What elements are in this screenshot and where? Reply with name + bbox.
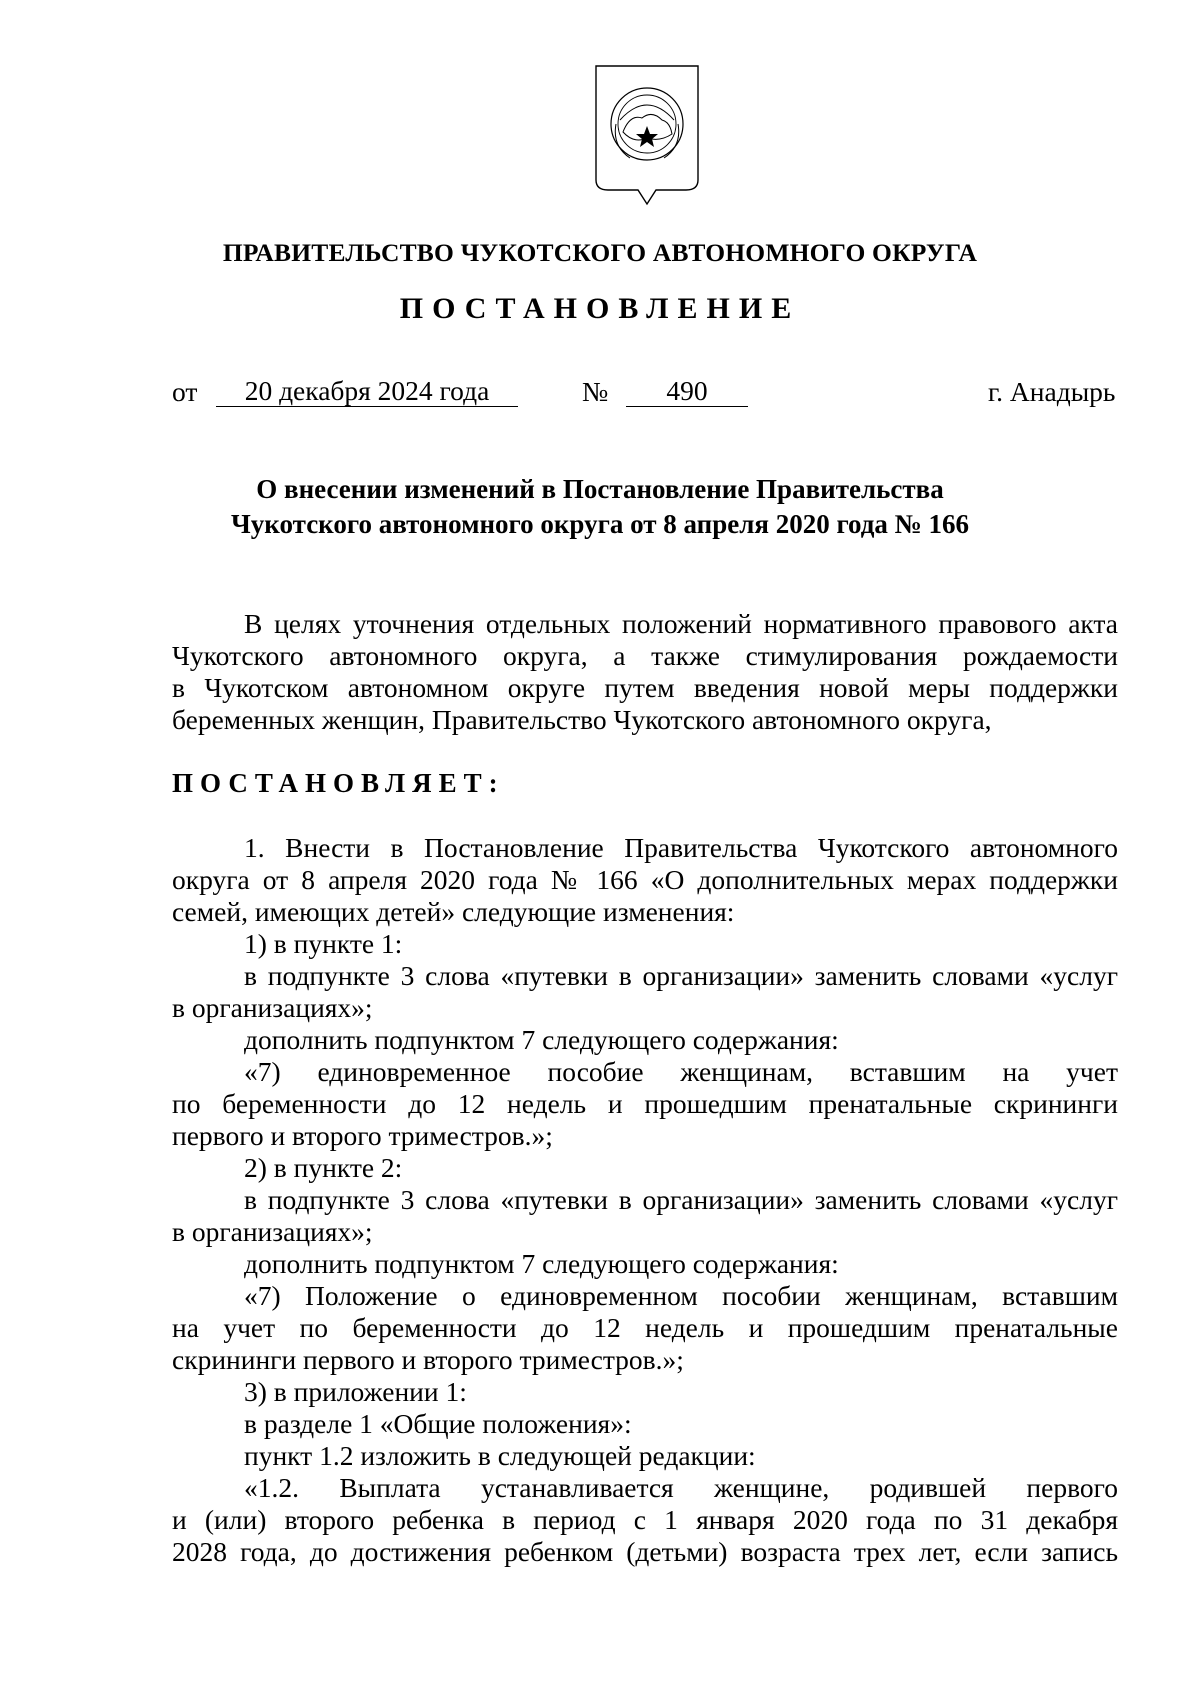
body-line: в подпункте 3 слова «путевки в организации» заменить словами «услуг	[244, 960, 1118, 991]
body-line: 1. Внести в Постановление Правительства Чукотского автономного	[244, 832, 1118, 863]
from-label: от	[172, 376, 198, 407]
number-label: №	[582, 376, 609, 407]
subject-line: Чукотского автономного округа от 8 апреля 2020 года № 166	[230, 509, 970, 539]
body-line: дополнить подпунктом 7 следующего содержания:	[244, 1024, 839, 1055]
body-line: по беременности до 12 недель и прошедшим пренатальные скрининги	[172, 1088, 1118, 1119]
subject-line: О внесении изменений в Постановление Правительства	[256, 474, 944, 504]
government-name: ПРАВИТЕЛЬСТВО ЧУКОТСКОГО АВТОНОМНОГО ОКРУГА	[222, 238, 978, 267]
body-line: пункт 1.2 изложить в следующей редакции:	[244, 1440, 756, 1471]
body-line: первого и второго триместров.»;	[172, 1120, 553, 1151]
body-line: на учет по беременности до 12 недель и прошедшим пренатальные	[172, 1312, 1118, 1343]
preamble-line: Чукотского автономного округа, а также стимулирования рождаемости	[172, 640, 1118, 671]
body-line: в организациях»;	[172, 992, 373, 1023]
document-date: 20 декабря 2024 года	[216, 376, 518, 407]
body-line: 3) в приложении 1:	[244, 1376, 467, 1407]
document-number: 490	[626, 376, 748, 407]
city-name: г. Анадырь	[988, 376, 1116, 407]
body-line: семей, имеющих детей» следующие изменения:	[172, 896, 735, 927]
body-line: «7) единовременное пособие женщинам, вставшим на учет	[244, 1056, 1118, 1087]
preamble-line: беременных женщин, Правительство Чукотского автономного округа,	[172, 704, 992, 735]
body-line: в организациях»;	[172, 1216, 373, 1247]
body-line: «1.2. Выплата устанавливается женщине, родившей первого	[244, 1472, 1118, 1503]
body-line: 1) в пункте 1:	[244, 928, 403, 959]
body-line: и (или) второго ребенка в период с 1 января 2020 года по 31 декабря	[172, 1504, 1118, 1535]
preamble-line: в Чукотском автономном округе путем введения новой меры поддержки	[172, 672, 1118, 703]
coat-of-arms-emblem	[590, 62, 704, 212]
body-line: в подпункте 3 слова «путевки в организации» заменить словами «услуг	[244, 1184, 1118, 1215]
body-line: 2028 года, до достижения ребенком (детьми) возраста трех лет, если запись	[172, 1536, 1118, 1567]
body-line: округа от 8 апреля 2020 года № 166 «О дополнительных мерах поддержки	[172, 864, 1118, 895]
body-line: дополнить подпунктом 7 следующего содержания:	[244, 1248, 839, 1279]
body-line: скрининги первого и второго триместров.»;	[172, 1344, 684, 1375]
body-line: в разделе 1 «Общие положения»:	[244, 1408, 632, 1439]
body-line: «7) Положение о единовременном пособии женщинам, вставшим	[244, 1280, 1118, 1311]
preamble-line: В целях уточнения отдельных положений нормативного правового акта	[244, 608, 1118, 639]
decree-heading: ПОСТАНОВЛЯЕТ:	[172, 768, 505, 798]
body-line: 2) в пункте 2:	[244, 1152, 403, 1183]
document-meta-row	[0, 376, 1200, 416]
document-type-title: ПОСТАНОВЛЕНИЕ	[399, 292, 801, 325]
document-subject	[0, 472, 1200, 542]
